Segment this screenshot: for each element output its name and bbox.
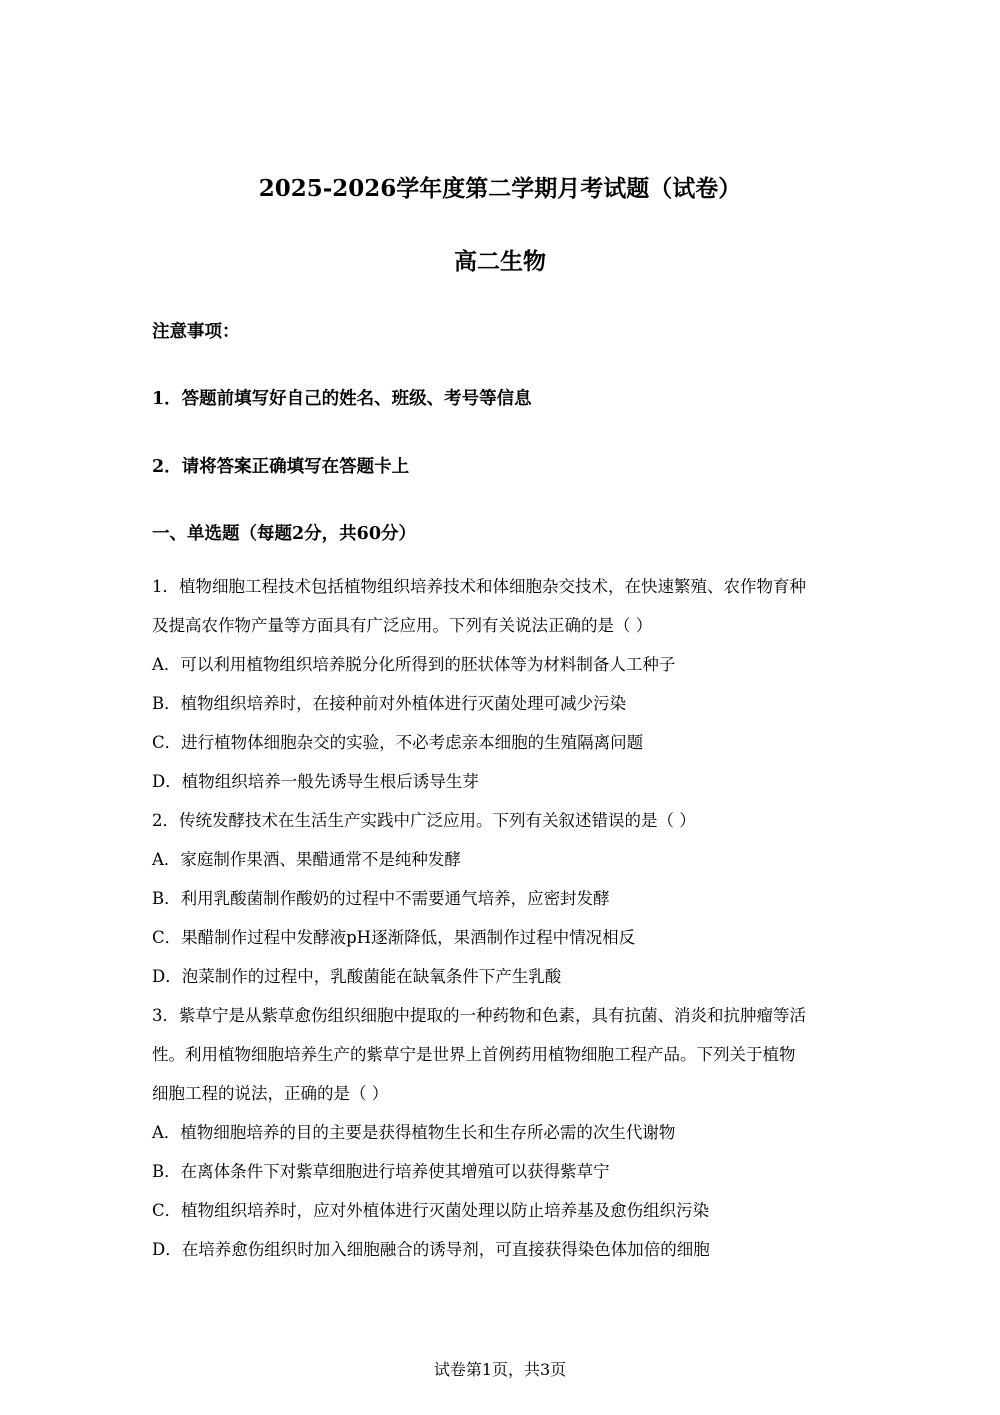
section-heading: 一、单选题（每题2分，共60分） — [152, 524, 417, 544]
exam-title: 2025-2026学年度第二学期月考试题（试卷） — [258, 175, 742, 202]
question-stem-line: 2．传统发酵技术在生活生产实践中广泛应用。下列有关叙述错误的是（ ） — [152, 811, 696, 830]
option-d: D．在培养愈伤组织时加入细胞融合的诱导剂，可直接获得染色体加倍的细胞 — [152, 1240, 710, 1259]
question-stem-line: 1．植物细胞工程技术包括植物组织培养技术和体细胞杂交技术，在快速繁殖、农作物育种 — [152, 577, 806, 596]
option-c: C．进行植物体细胞杂交的实验，不必考虑亲本细胞的生殖隔离问题 — [152, 733, 644, 752]
subject-title: 高二生物 — [454, 248, 546, 275]
option-a: A．植物细胞培养的目的主要是获得植物生长和生存所必需的次生代谢物 — [152, 1123, 676, 1142]
option-a: A．家庭制作果酒、果醋通常不是纯种发酵 — [152, 850, 461, 869]
option-c: C．植物组织培养时，应对外植体进行灭菌处理以防止培养基及愈伤组织污染 — [152, 1201, 710, 1220]
option-d: D．植物组织培养一般先诱导生根后诱导生芽 — [152, 772, 479, 791]
option-b: B．利用乳酸菌制作酸奶的过程中不需要通气培养，应密封发酵 — [152, 889, 610, 908]
note-item-1: 1．答题前填写好自己的姓名、班级、考号等信息 — [152, 389, 532, 409]
option-b: B．植物组织培养时，在接种前对外植体进行灭菌处理可减少污染 — [152, 694, 627, 713]
note-item-2: 2．请将答案正确填写在答题卡上 — [152, 457, 410, 477]
question-stem-line: 性。利用植物细胞培养生产的紫草宁是世界上首例药用植物细胞工程产品。下列关于植物 — [152, 1045, 796, 1064]
page-footer: 试卷第1页，共3页 — [433, 1360, 567, 1379]
option-d: D．泡菜制作的过程中，乳酸菌能在缺氧条件下产生乳酸 — [152, 967, 562, 986]
option-b: B．在离体条件下对紫草细胞进行培养使其增殖可以获得紫草宁 — [152, 1162, 610, 1181]
option-a: A．可以利用植物组织培养脱分化所得到的胚状体等为材料制备人工种子 — [152, 655, 676, 674]
question-stem-line: 及提高农作物产量等方面具有广泛应用。下列有关说法正确的是（ ） — [152, 616, 653, 635]
option-c: C．果醋制作过程中发酵液pH逐渐降低，果酒制作过程中情况相反 — [152, 928, 636, 947]
notes-heading: 注意事项： — [152, 322, 240, 342]
question-stem-line: 3．紫草宁是从紫草愈伤组织细胞中提取的一种药物和色素，具有抗菌、消炎和抗肿瘤等活 — [152, 1006, 806, 1025]
question-stem-line: 细胞工程的说法，正确的是（ ） — [152, 1084, 389, 1103]
